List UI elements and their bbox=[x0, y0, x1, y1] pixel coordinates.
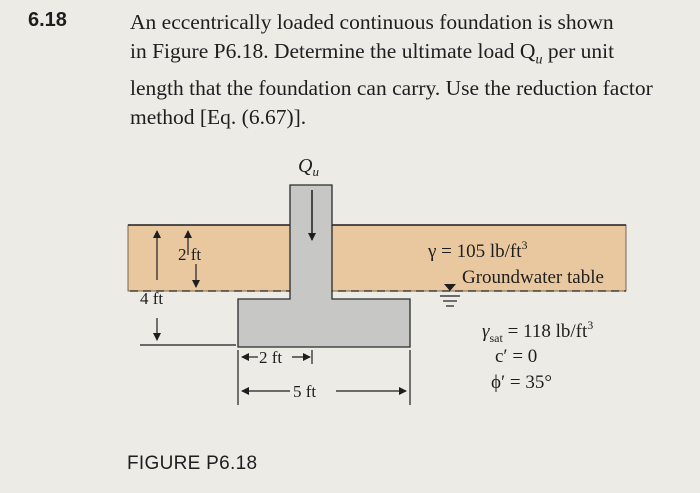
saturated-unit-weight-label: $\gamma_{sat} = 118$ $lb/ft^3$ bbox=[482, 318, 594, 345]
problem-line-2-text: in Figure P6.18. Determine the ultimate load Q bbox=[130, 39, 536, 63]
problem-line-1: An eccentrically loaded continuous foundation is shown bbox=[130, 10, 614, 34]
load-label: $Q_u$ bbox=[298, 155, 319, 179]
problem-number: 6.18 bbox=[28, 9, 67, 31]
depth-4ft-label: 4 ft bbox=[140, 289, 164, 308]
figure-caption: FIGURE P6.18 bbox=[127, 453, 258, 474]
problem-line-2-subscript: u bbox=[535, 52, 543, 68]
cohesion-label: c′ = 0 bbox=[495, 346, 538, 367]
problem-line-2-suffix: per unit bbox=[542, 39, 615, 63]
depth-2ft-label: 2 ft bbox=[178, 245, 202, 264]
friction-angle-label: ϕ′ = 35° bbox=[491, 372, 552, 393]
groundwater-label: Groundwater table bbox=[462, 267, 604, 288]
unit-weight-label: γ = 105 $lb/ft^3$ bbox=[428, 238, 528, 262]
ecc-dim-label: 2 ft bbox=[259, 348, 283, 367]
width-dim-label: 5 ft bbox=[293, 382, 317, 401]
problem-line-4: method [Eq. (6.67)]. bbox=[130, 105, 307, 130]
problem-line-3: length that the foundation can carry. Use the reduction factor bbox=[130, 76, 653, 101]
